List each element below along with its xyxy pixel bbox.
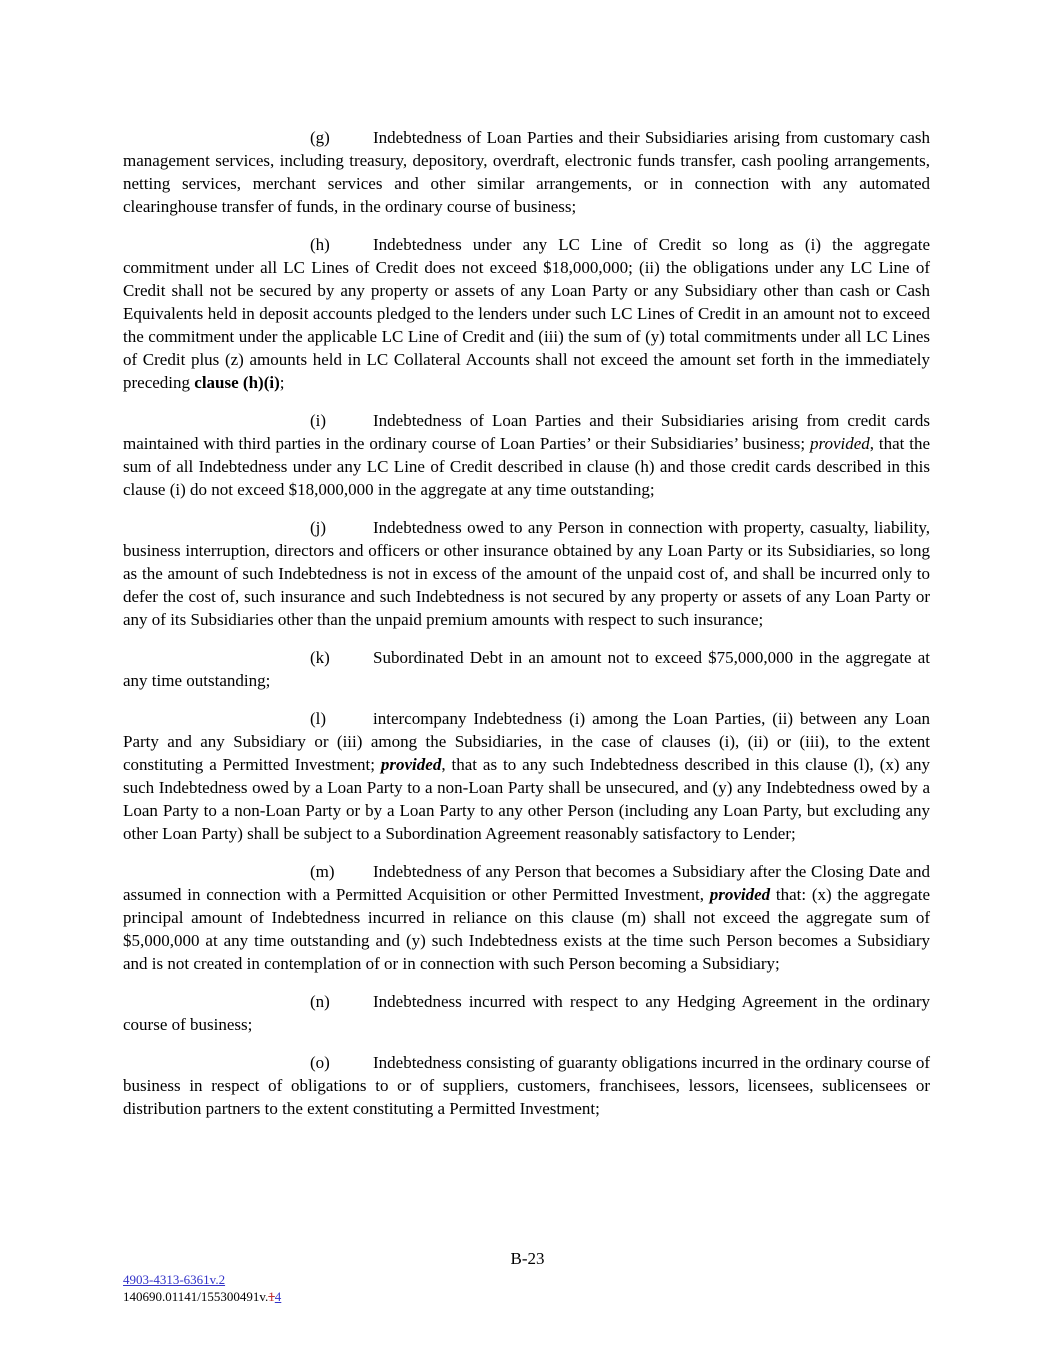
clause-label: (o) <box>310 1053 330 1072</box>
text-run: Indebtedness owed to any Person in connection with property, casualty, liability, business interruption, directors and officers or other insurance obtained by any Loan Party or its Subsidiaries, so long as the amount of such Indebtedness is not in excess of the amount of the unpaid cost of, and shall be incurred only to defer the cost of, such insurance and such Indebtedness is not secured by any property or assets of any Loan Party or any of its Subsidiaries other than the unpaid premium amounts with respect to such insurance; <box>123 518 930 629</box>
clause-label: (g) <box>310 128 330 147</box>
doc-id-line1 <box>123 1271 281 1288</box>
text-run: Indebtedness of Loan Parties and their Subsidiaries arising from customary cash management services, including treasury, depository, overdraft, electronic funds transfer, cash pooling arrangements, netting services, merchant services and other similar arrangements, or in connection with any automated clearinghouse transfer of funds, in the ordinary course of business; <box>123 128 930 216</box>
text-run: Subordinated Debt in an amount not to exceed $75,000,000 in the aggregate at any time outstanding; <box>123 648 930 690</box>
clause-paragraph <box>123 990 930 1036</box>
document-stamp <box>123 1271 281 1305</box>
text-run: , that as to any such Indebtedness described in this clause (l), (x) any such Indebtedness owed by a Loan Party to a non-Loan Party shall be unsecured, and (y) any Indebtedness owed by a Loan Party to a non-Loan Party or by a Loan Party to any other Person (including any Loan Party, but excluding any other Loan Party) shall be subject to a Subordination Agreement reasonably satisfactory to Lender; <box>123 755 930 843</box>
doc-id-line2-deleted-revision: 1 <box>268 1289 275 1304</box>
text-run: , that the sum of all Indebtedness under any LC Line of Credit described in clause (h) and those credit cards described in this clause (i) do not exceed $18,000,000 in the aggregate at any time outstanding; <box>123 434 930 499</box>
clause-paragraph <box>123 233 930 394</box>
clause-label: (j) <box>310 518 327 537</box>
text-run: provided <box>380 755 442 774</box>
text-run: Indebtedness incurred with respect to any Hedging Agreement in the ordinary course of business; <box>123 992 930 1034</box>
text-run: ; <box>279 373 285 392</box>
clause-label: (k) <box>310 648 330 667</box>
text-run: Indebtedness of any Person that becomes a Subsidiary after the Closing Date and assumed in connection with a Permitted Acquisition or other Permitted Investment, <box>123 862 930 904</box>
clause-paragraph <box>123 516 930 631</box>
clause-label: (m) <box>310 862 335 881</box>
text-run: Indebtedness of Loan Parties and their Subsidiaries arising from credit cards maintained with third parties in the ordinary course of Loan Parties’ or their Subsidiaries’ business; <box>123 411 930 453</box>
doc-id-line2-inserted-revision: 4 <box>274 1289 282 1304</box>
doc-id-line1-text: 4903-4313-6361v.2 <box>123 1272 226 1287</box>
text-run: provided <box>809 434 870 453</box>
clause-paragraph <box>123 409 930 501</box>
text-run: intercompany Indebtedness (i) among the Loan Parties, (ii) between any Loan Party and any Subsidiary or (iii) among the Subsidiaries, in the case of clauses (i), (ii) or (iii), to the extent constituting a Permitted Investment; <box>123 709 930 774</box>
doc-id-line2 <box>123 1288 281 1305</box>
text-run: Indebtedness under any LC Line of Credit so long as (i) the aggregate commitment under all LC Lines of Credit does not exceed $18,000,000; (ii) the obligations under any LC Line of Credit shall not be secured by any property or assets of any Loan Party or any Subsidiary other than cash or Cash Equivalents held in deposit accounts pledged to the lenders under such LC Lines of Credit in an amount not to exceed the commitment under the applicable LC Line of Credit and (iii) the sum of (y) total commitments under all LC Lines of Credit plus (z) amounts held in LC Collateral Accounts shall not exceed the amount set forth in the immediately preceding <box>123 235 930 392</box>
page-number: B-23 <box>510 1249 545 1268</box>
clause-label: (l) <box>310 709 327 728</box>
clause-label: (h) <box>310 235 330 254</box>
text-run: that: (x) the aggregate principal amount of Indebtedness incurred in reliance on this clause (m) shall not exceed the aggregate sum of $5,000,000 at any time outstanding and (y) such Indebtedness exists at the time such Person becomes a Subsidiary and is not created in contemplation of or in connection with such Person becoming a Subsidiary; <box>123 885 931 973</box>
text-run: clause (h)(i) <box>194 373 280 392</box>
clause-paragraph <box>123 1051 930 1120</box>
clause-paragraph <box>123 646 930 692</box>
clause-paragraph <box>123 707 930 845</box>
clause-label: (i) <box>310 411 327 430</box>
text-run: Indebtedness consisting of guaranty obligations incurred in the ordinary course of business in respect of obligations to or of suppliers, customers, franchisees, lessors, licensees, sublicensees or distribution partners to the extent constituting a Permitted Investment; <box>123 1053 930 1118</box>
document-body <box>123 126 930 1135</box>
text-run: provided <box>709 885 771 904</box>
clause-paragraph <box>123 860 930 975</box>
clause-label: (n) <box>310 992 330 1011</box>
doc-id-line2-prefix: 140690.01141/155300491v. <box>123 1289 269 1304</box>
clause-paragraph <box>123 126 930 218</box>
